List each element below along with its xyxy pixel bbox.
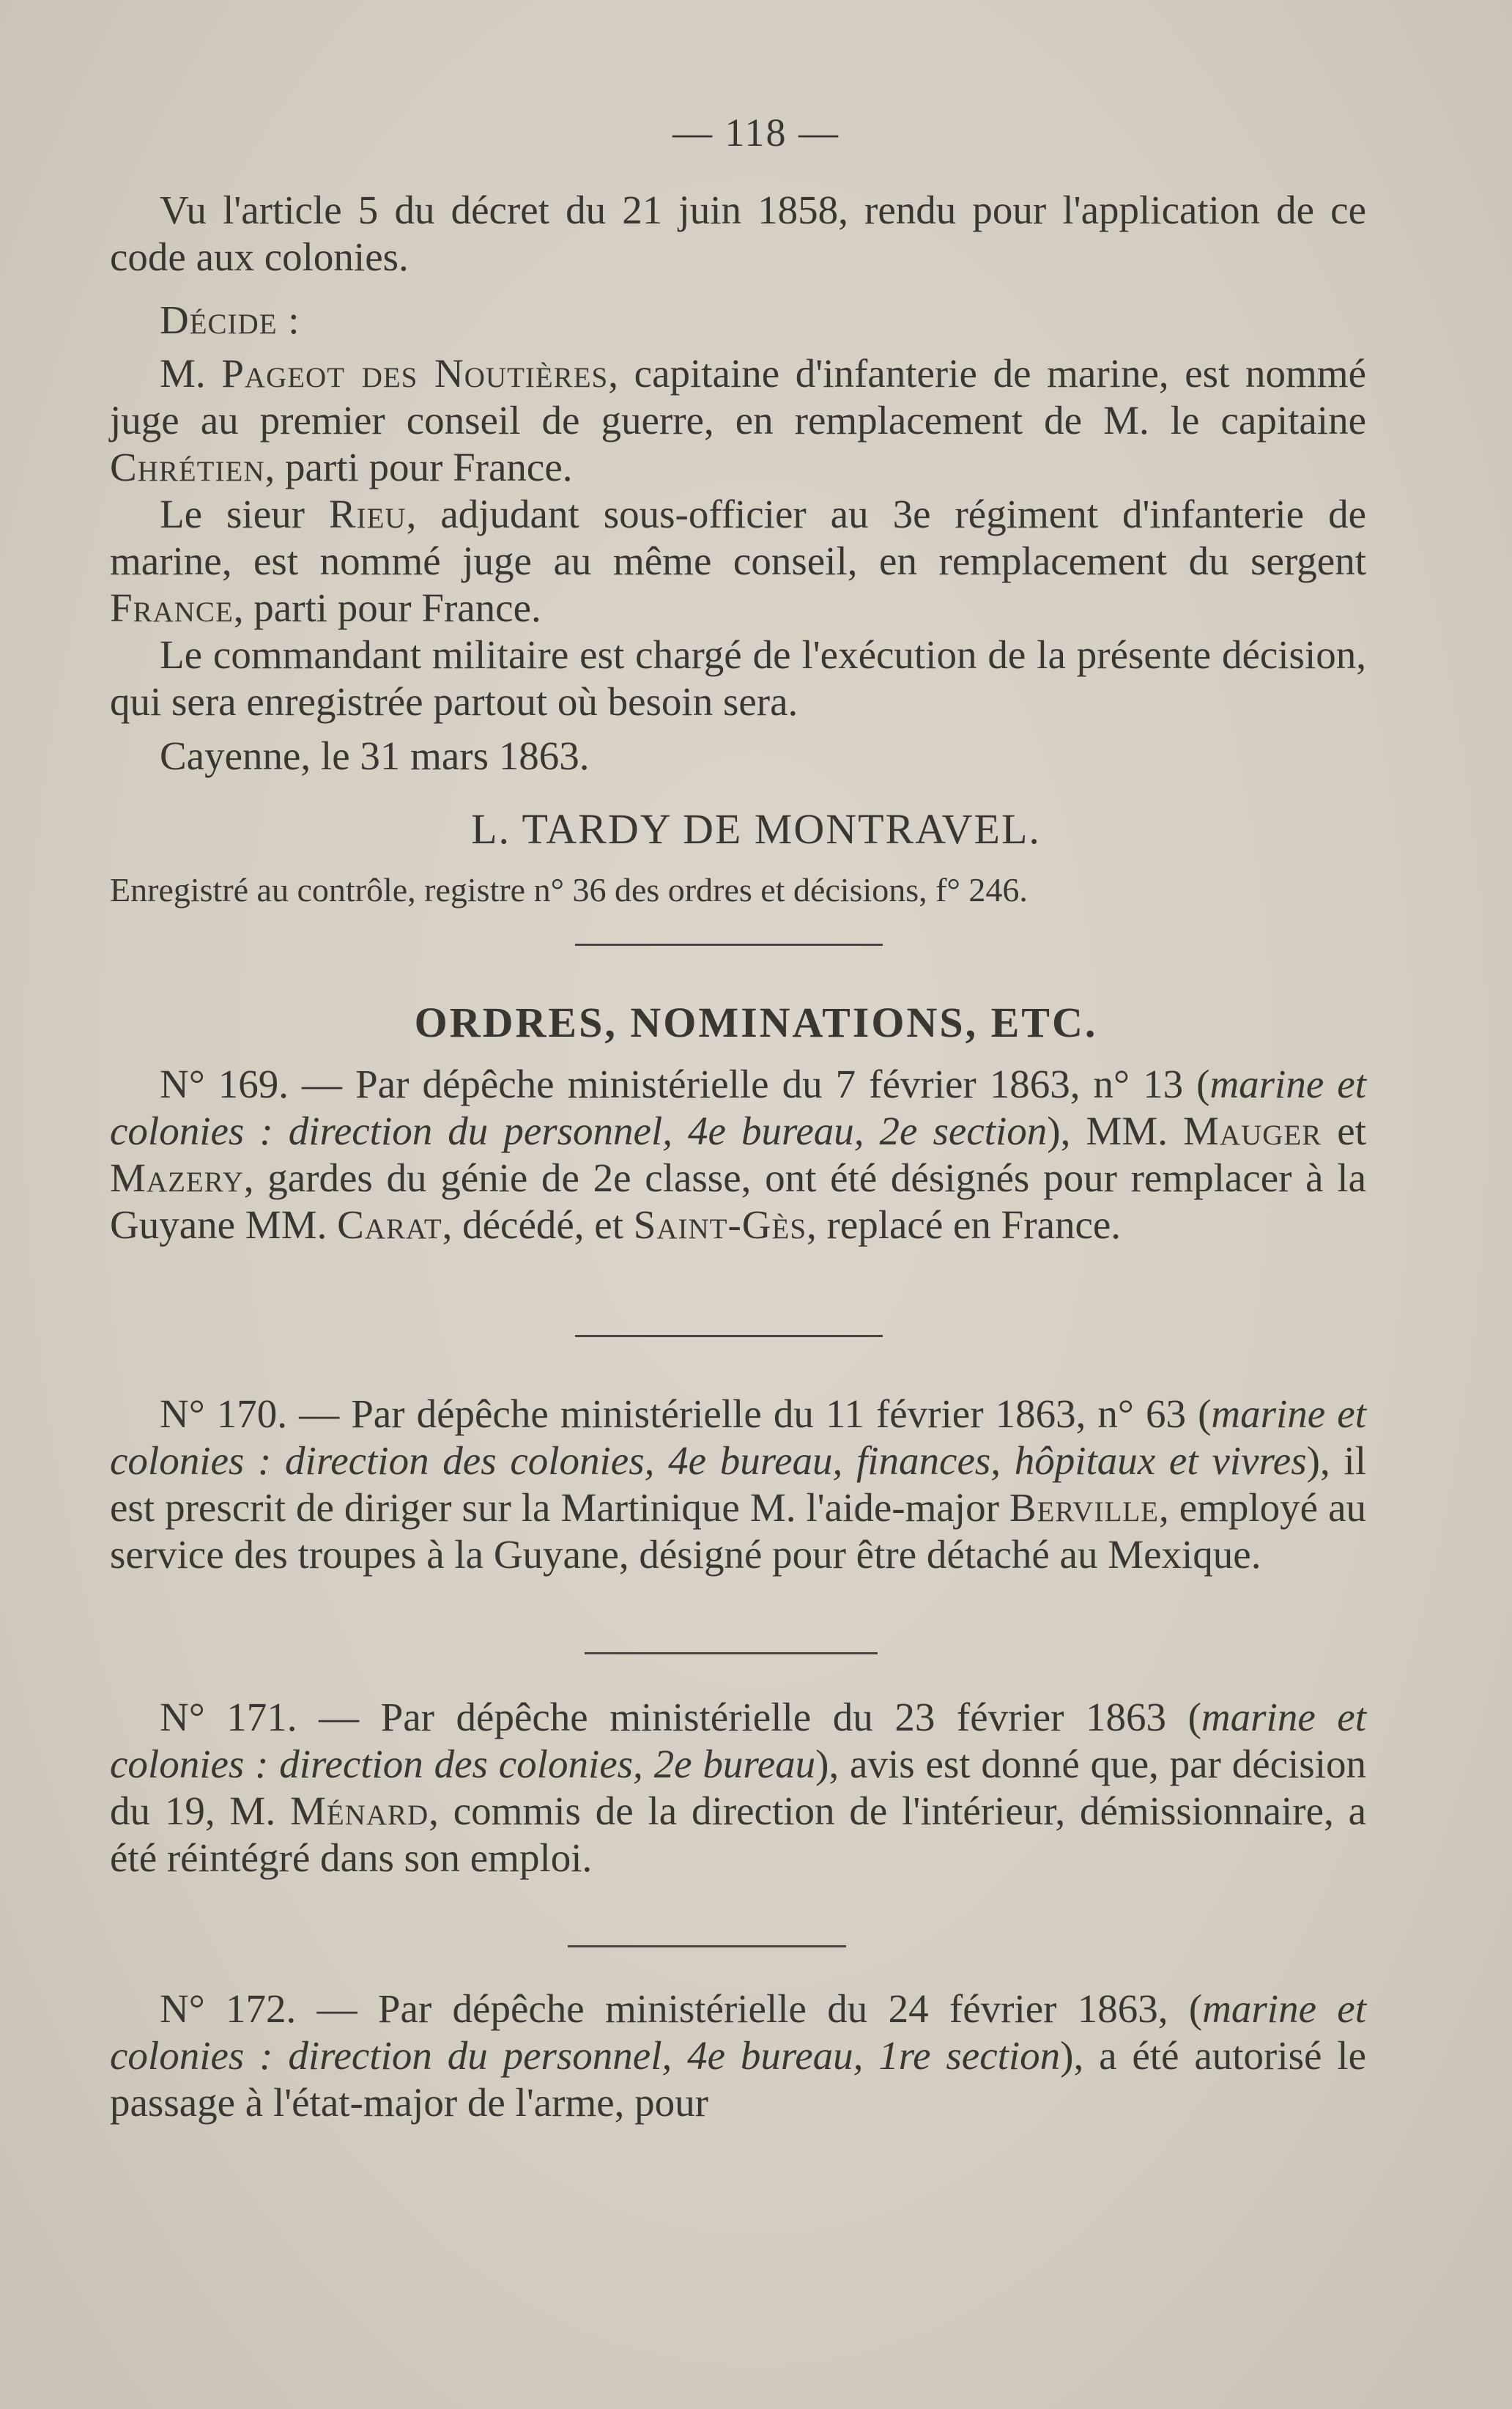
text: et [1322, 1109, 1366, 1153]
order-170 [110, 1391, 1366, 1578]
decide-label: Décide : [160, 297, 300, 342]
divider [575, 944, 883, 946]
person-name: Carat [337, 1202, 442, 1247]
person-name: Chrétien [110, 445, 265, 489]
text: ), MM. [1047, 1109, 1184, 1153]
italic-text: marine et colonies : direction des colonies, 2e bureau [110, 1695, 1366, 1786]
person-name: Berville [1009, 1485, 1159, 1530]
text: , parti pour France. [264, 445, 573, 489]
text: ), a été autorisé le passage à l'état-major de l'arme, pour [110, 2033, 1366, 2125]
divider [575, 1335, 883, 1337]
divider [568, 1945, 846, 1947]
person-name: Rieu [328, 492, 407, 536]
order-169 [110, 1061, 1366, 1248]
paragraph-rieu [110, 491, 1366, 632]
person-name: Pageot des Noutières [221, 351, 609, 396]
person-name: France [110, 585, 234, 630]
order-171 [110, 1694, 1366, 1881]
text: Le sieur [160, 492, 329, 536]
text: N° 172. — Par dépêche ministérielle du 24 février 1863, ( [160, 1986, 1203, 2031]
person-name: Mauger [1183, 1109, 1322, 1153]
page-number: — 118 — [672, 111, 840, 155]
text: , replacé en France. [807, 1202, 1122, 1247]
text: , décédé, et [442, 1202, 634, 1247]
text: , gardes du génie de 2e classe, ont été désignés pour remplacer à la Guyane MM. [110, 1155, 1366, 1247]
text: ), avis est donné que, par décision du 19, M. [110, 1742, 1366, 1833]
text: N° 169. — Par dépêche ministérielle du 7 février 1863, n° 13 ( [160, 1062, 1210, 1106]
text: , adjudant sous-officier au 3e régiment d'infanterie de marine, est nommé juge au même conseil, en remplacement du sergent [110, 492, 1366, 583]
registration-note: Enregistré au contrôle, registre n° 36 des ordres et décisions, f° 246. [110, 871, 1028, 909]
italic-text: marine et colonies : direction du personnel, 4e bureau, 1re section [110, 1986, 1366, 2078]
paragraph-vu: Vu l'article 5 du décret du 21 juin 1858, rendu pour l'application de ce code aux colonies. [110, 188, 1366, 279]
divider [585, 1652, 878, 1654]
order-172 [110, 1986, 1366, 2126]
section-heading: ORDRES, NOMINATIONS, ETC. [414, 999, 1098, 1046]
text: ), il est prescrit de diriger sur la Martinique M. l'aide-major [110, 1438, 1366, 1530]
text: M. [160, 351, 222, 396]
italic-text: marine et colonies : direction des colonies, 4e bureau, finances, hôpitaux et vivres [110, 1391, 1366, 1483]
text: , parti pour France. [233, 585, 541, 630]
italic-text: marine et colonies : direction du personnel, 4e bureau, 2e section [110, 1062, 1366, 1153]
text: N° 171. — Par dépêche ministérielle du 23 février 1863 ( [160, 1695, 1201, 1739]
place-date: Cayenne, le 31 mars 1863. [160, 733, 590, 778]
text: , commis de la direction de l'intérieur, démissionnaire, a été réintégré dans son emploi. [110, 1788, 1366, 1880]
text: , employé au service des troupes à la Guyane, désigné pour être détaché au Mexique. [110, 1485, 1366, 1577]
person-name: Mazery [110, 1155, 244, 1200]
signature: L. TARDY DE MONTRAVEL. [471, 805, 1041, 853]
paragraph-pageot [110, 350, 1366, 491]
text: N° 170. — Par dépêche ministérielle du 11 février 1863, n° 63 ( [160, 1391, 1212, 1436]
text: , capitaine d'infanterie de marine, est nommé juge au premier conseil de guerre, en remplacement de M. le capitaine [110, 351, 1366, 443]
paragraph-execution: Le commandant militaire est chargé de l'exécution de la présente décision, qui sera enregistrée partout où besoin sera. [110, 632, 1366, 724]
person-name: Ménard [289, 1788, 429, 1833]
person-name: Saint-Gès [633, 1202, 807, 1247]
